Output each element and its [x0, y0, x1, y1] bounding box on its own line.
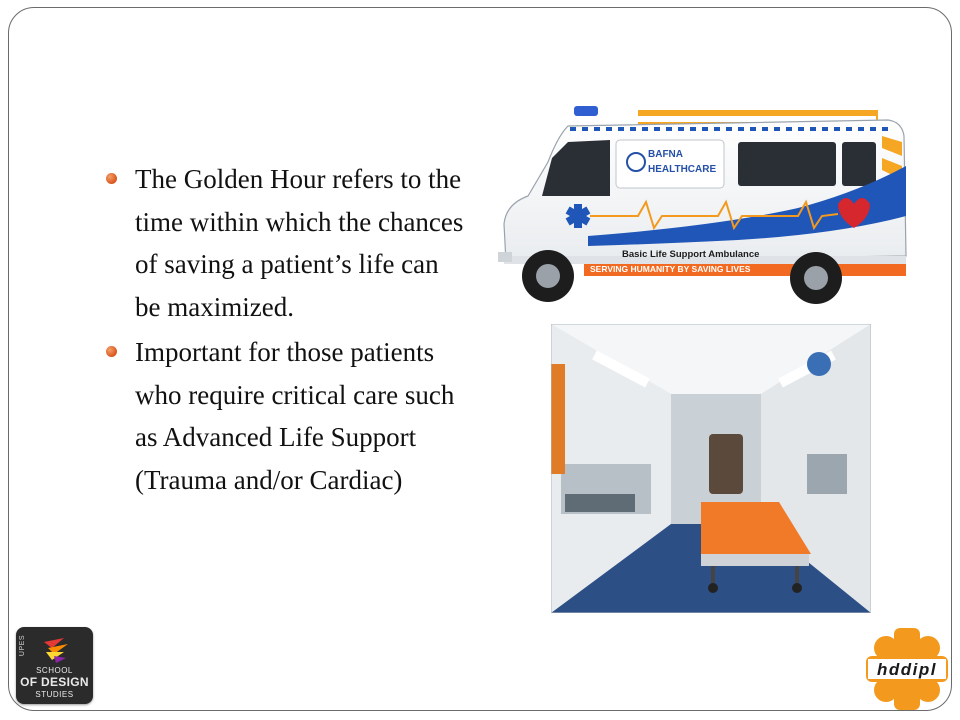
bullet-text: The Golden Hour refers to the time within which the chances of saving a patient’s life can be maximized.: [135, 164, 464, 322]
bullet-text: Important for those patients who require critical care such as Advanced Life Support (Trauma and/or Cardiac): [135, 337, 455, 495]
design-swirl-icon: [40, 634, 70, 664]
ambulance-service-label: Basic Life Support Ambulance: [622, 249, 760, 260]
hddipl-logo-text: hddipl: [877, 660, 937, 679]
logo-design-text: OF DESIGN: [20, 675, 89, 689]
bullet-dot-icon: [106, 346, 117, 357]
logo-school-text: SCHOOL: [36, 666, 73, 675]
ambulance-interior-image: [551, 324, 871, 613]
ambulance-slogan: SERVING HUMANITY BY SAVING LIVES: [590, 264, 751, 274]
bullet-list: [106, 158, 466, 501]
bullet-dot-icon: [106, 173, 117, 184]
logo-side-text: UPES: [19, 635, 26, 657]
bullet-item: [106, 158, 466, 328]
hddipl-logo: [866, 628, 948, 710]
ambulance-brand-line1: BAFNA: [648, 149, 683, 160]
school-of-design-logo: [16, 627, 93, 704]
bullet-item: [106, 331, 466, 501]
ambulance-brand-line2: HEALTHCARE: [648, 164, 717, 175]
logo-studies-text: STUDIES: [35, 690, 74, 699]
ambulance-exterior-image: [498, 96, 914, 310]
